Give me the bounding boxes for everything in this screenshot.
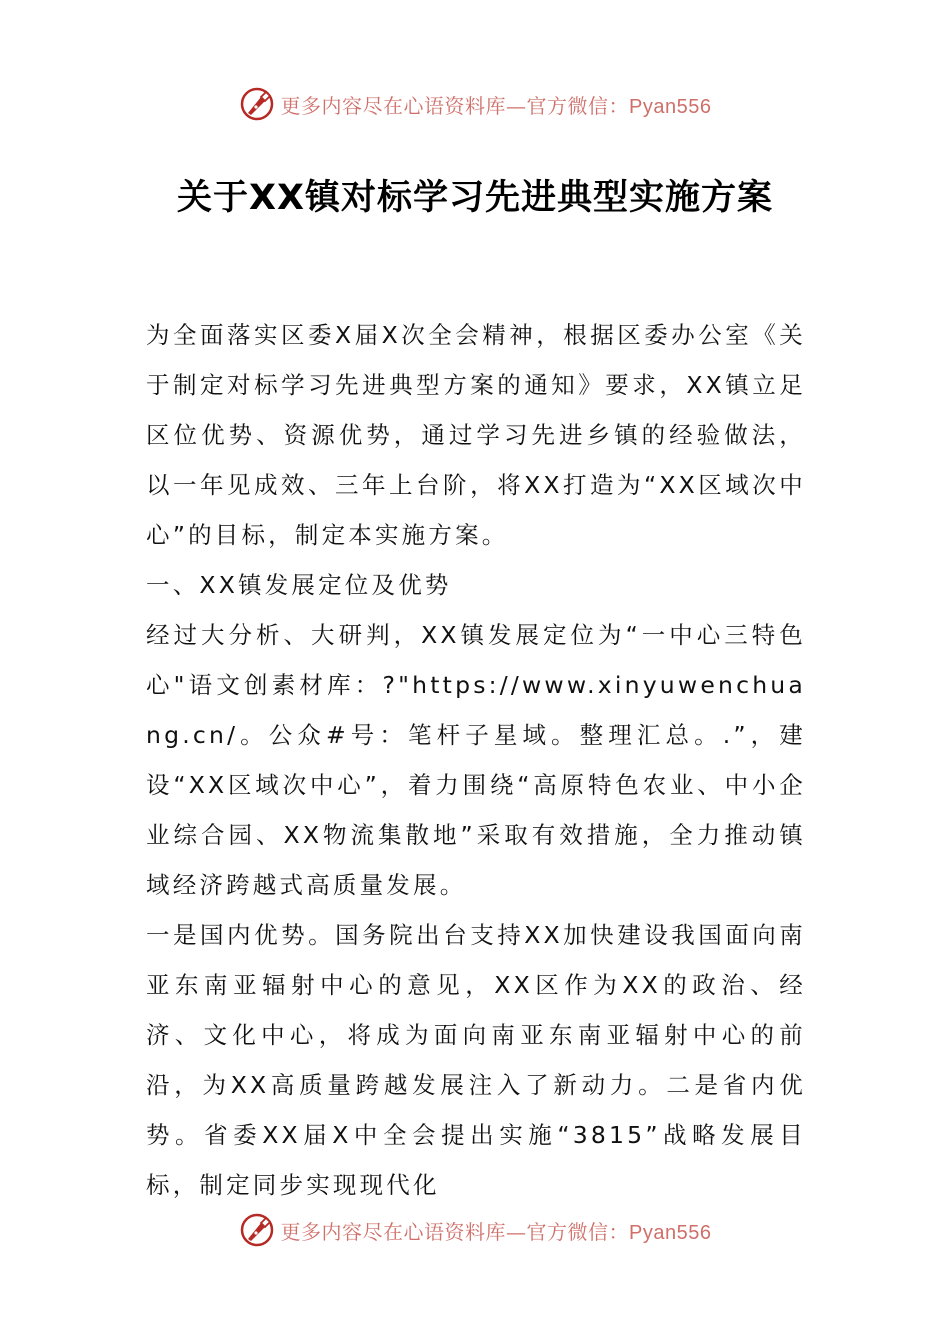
- banner-text: 更多内容尽在心语资料库—官方微信：Pyan556: [280, 93, 712, 118]
- pen-nib-logo-icon: [239, 86, 275, 122]
- paragraph-advantages: 一是国内优势。国务院出台支持XX加快建设我国面向南亚东南亚辐射中心的意见，XX区作为XX的政治、经济、文化中心，将成为面向南亚东南亚辐射中心的前沿，为XX高质量跨越发展注入了新动力。二是省内优势。省委XX届X中全会提出实施“3815”战略发展目标，制定同步实现现代化: [146, 921, 806, 1199]
- document-title: 关于XX镇对标学习先进典型实施方案: [177, 178, 773, 218]
- section-heading-1: 一、XX镇发展定位及优势: [146, 571, 452, 599]
- wechat-id: Pyan556: [629, 1221, 712, 1244]
- document-body: [146, 310, 806, 1210]
- header-banner: [0, 84, 950, 124]
- paragraph-intro: 为全面落实区委X届X次全会精神，根据区委办公室《关于制定对标学习先进典型方案的通知》要求，XX镇立足区位优势、资源优势，通过学习先进乡镇的经验做法，以一年见成效、三年上台阶，将XX打造为“XX区域次中心”的目标，制定本实施方案。: [146, 321, 806, 549]
- paragraph-positioning: 经过大分析、大研判，XX镇发展定位为“一中心三特色心"语文创素材库：?"https://www.xinyuwenchuang.cn/。公众#号：笔杆子星域。整理汇总。.”，建设“XX区域次中心”，着力围绕“高原特色农业、中小企业综合园、XX物流集散地”采取有效措施，全力推动镇域经济跨越式高质量发展。: [146, 621, 806, 899]
- pen-nib-logo-icon: [239, 1212, 275, 1248]
- banner-text: 更多内容尽在心语资料库—官方微信：Pyan556: [280, 1219, 712, 1244]
- wechat-id: Pyan556: [629, 95, 712, 118]
- footer-banner: [0, 1210, 950, 1250]
